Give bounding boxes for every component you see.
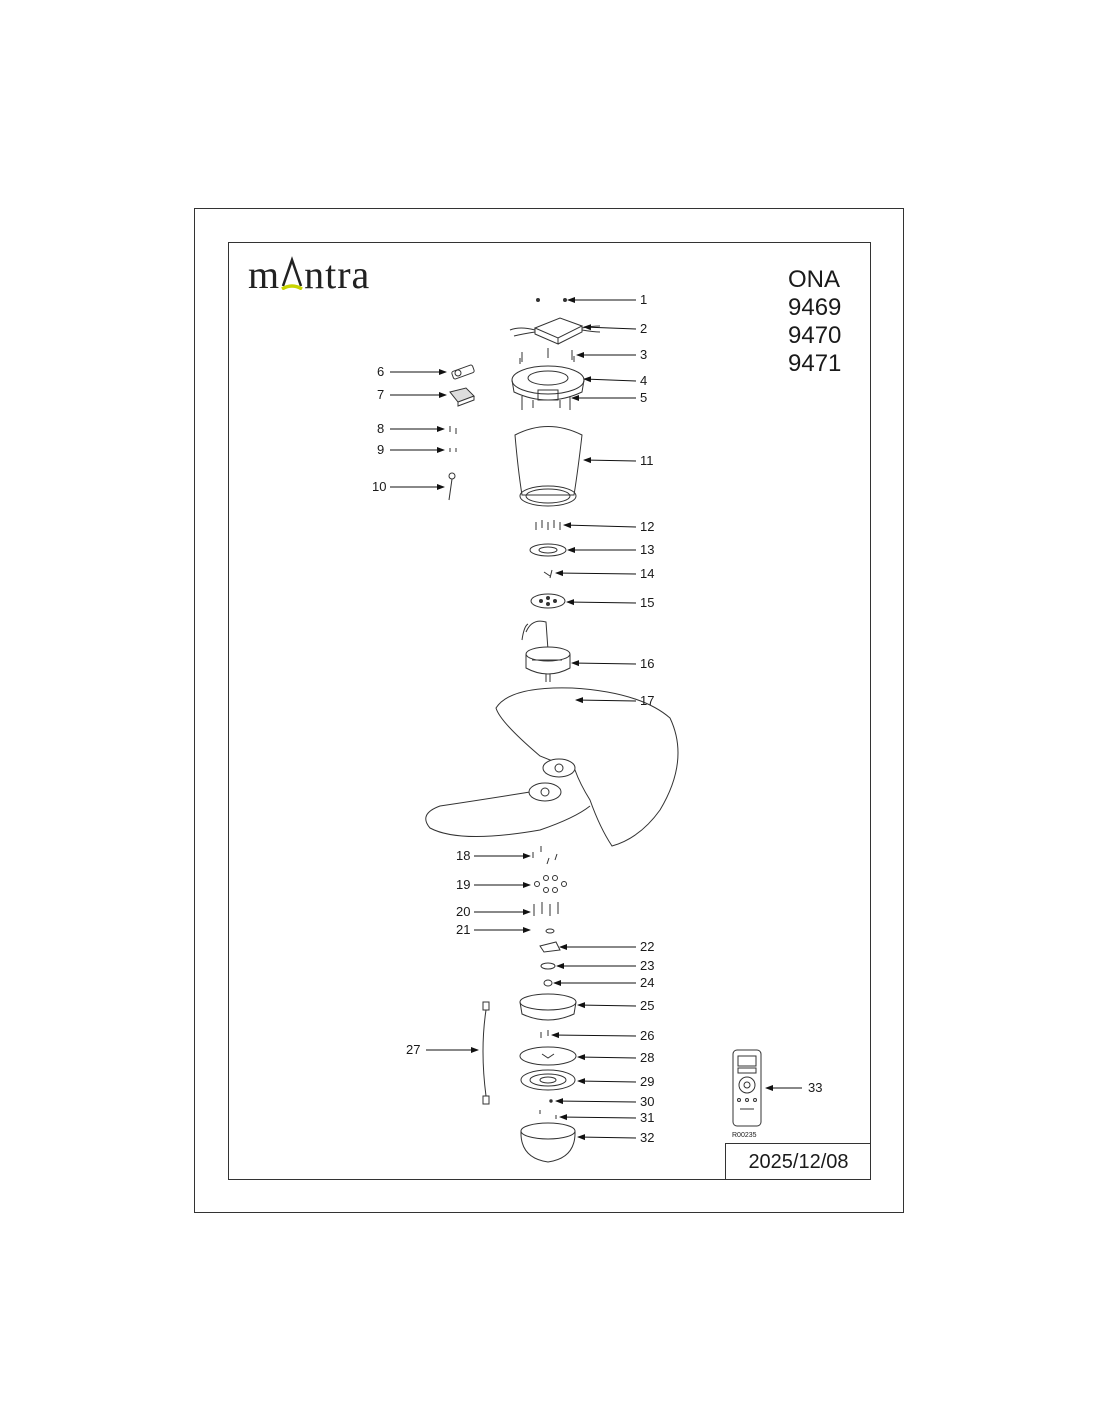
- part-29-led-board: [521, 1070, 575, 1090]
- part-2-driver: [510, 318, 600, 344]
- part-label: 4: [640, 373, 648, 388]
- part-15-plate: [531, 594, 565, 608]
- remote-model-label: R00235: [732, 1132, 757, 1139]
- part-label: 11: [640, 453, 654, 468]
- part-24-cap: [544, 980, 552, 986]
- part-label: 3: [640, 347, 648, 362]
- part-label: 23: [640, 958, 655, 973]
- part-label: 26: [640, 1028, 655, 1043]
- part-label: 27: [406, 1042, 421, 1057]
- part-30-screw: [550, 1100, 552, 1102]
- product-code: 9470: [788, 322, 842, 349]
- part-label: 28: [640, 1050, 655, 1065]
- part-label: 15: [640, 595, 655, 610]
- part-22-holder: [540, 942, 560, 952]
- product-title: ONA: [788, 266, 841, 293]
- part-label: 9: [377, 442, 385, 457]
- part-8-nuts: [450, 426, 456, 434]
- part-11-canopy: [515, 427, 582, 507]
- product-code: 9471: [788, 350, 842, 377]
- part-label: 12: [640, 519, 655, 534]
- part-14-fasteners: [544, 570, 552, 578]
- part-label: 8: [377, 421, 385, 436]
- part-21-nut: [546, 929, 554, 933]
- part-label: 22: [640, 939, 655, 954]
- part-10-cable: [449, 473, 455, 500]
- part-label: 1: [640, 292, 648, 307]
- part-6-connector: [451, 364, 474, 379]
- part-label: 33: [808, 1080, 823, 1095]
- part-label: 30: [640, 1094, 655, 1109]
- part-17-blades: [426, 688, 678, 846]
- logo-letter-m: m: [248, 252, 281, 297]
- product-code: 9469: [788, 294, 842, 321]
- part-label: 2: [640, 321, 648, 336]
- part-label: 20: [456, 904, 471, 919]
- part-label: 19: [456, 877, 471, 892]
- part-7-terminal: [450, 388, 474, 406]
- part-18-screws: [533, 846, 557, 864]
- part-26-screws: [541, 1030, 548, 1038]
- part-label: 17: [640, 693, 655, 708]
- part-4-bracket: [512, 366, 584, 400]
- part-label: 5: [640, 390, 648, 405]
- date-box: 2025/12/08: [725, 1143, 871, 1180]
- part-25-cover-ring: [520, 994, 576, 1020]
- part-label: 18: [456, 848, 471, 863]
- part-32-lens: [521, 1123, 575, 1162]
- part-31-screw: [540, 1110, 556, 1119]
- part-12-screws: [536, 520, 560, 530]
- part-label: 32: [640, 1130, 655, 1145]
- part-label: 29: [640, 1074, 655, 1089]
- part-label: 13: [640, 542, 655, 557]
- part-label: 21: [456, 922, 471, 937]
- part-13-ring: [530, 544, 566, 556]
- part-28-disc: [520, 1047, 576, 1065]
- part-label: 16: [640, 656, 655, 671]
- part-33-remote: [733, 1050, 761, 1126]
- part-23-ring: [541, 963, 555, 969]
- part-27-wire: [483, 1002, 489, 1104]
- part-1-screws: [537, 299, 567, 302]
- part-label: 6: [377, 364, 385, 379]
- part-16-motor: [522, 621, 570, 682]
- part-20-bolts: [534, 902, 558, 916]
- part-label: 24: [640, 975, 655, 990]
- part-19-washers: [535, 876, 567, 893]
- part-label: 10: [372, 479, 387, 494]
- part-label: 14: [640, 566, 655, 581]
- part-9-caps: [450, 448, 456, 452]
- logo-letters-rest: ntra: [304, 252, 371, 297]
- part-3-screws: [520, 348, 574, 364]
- part-label: 25: [640, 998, 655, 1013]
- part-label: 7: [377, 387, 385, 402]
- part-label: 31: [640, 1110, 655, 1125]
